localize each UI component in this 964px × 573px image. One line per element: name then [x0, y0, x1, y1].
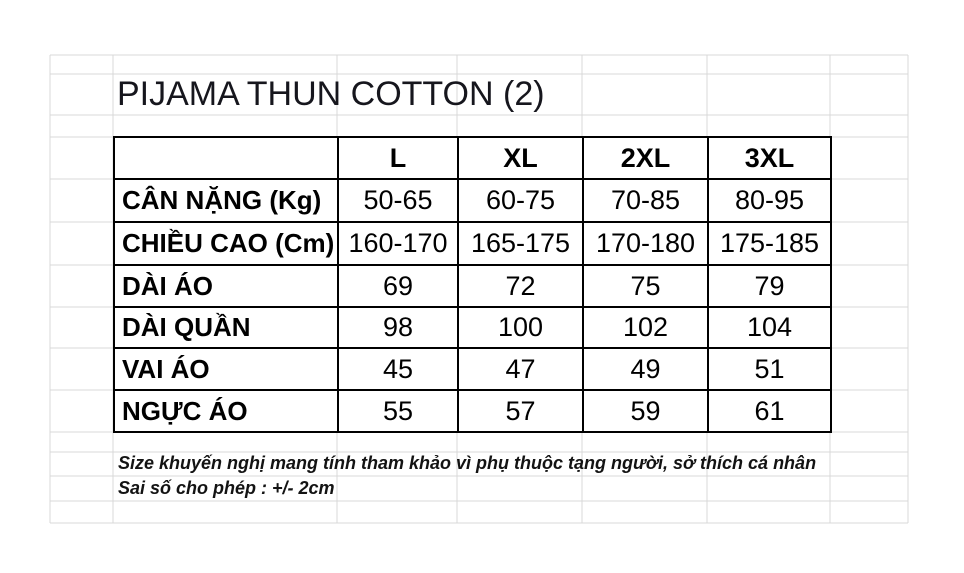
height-value-l: 160-170 [338, 222, 458, 265]
height-value-2xl: 170-180 [583, 222, 708, 265]
table-row-chest [114, 390, 831, 432]
pants-length-value-2xl: 102 [583, 307, 708, 348]
shoulder-value-l: 45 [338, 348, 458, 390]
chest-value-2xl: 59 [583, 390, 708, 432]
size-chart-table [113, 136, 832, 433]
table-row-shirt-length [114, 265, 831, 307]
size-header-row [114, 137, 831, 179]
size-disclaimer-note: Size khuyến nghị mang tính tham khảo vì phụ thuộc tạng người, sở thích cá nhân [118, 453, 817, 473]
row-label-weight: CÂN NẶNG (Kg) [114, 179, 338, 222]
size-header-xl: XL [458, 137, 583, 179]
pants-length-value-xl: 100 [458, 307, 583, 348]
table-row-weight [114, 179, 831, 222]
weight-value-2xl: 70-85 [583, 179, 708, 222]
shirt-length-value-xl: 72 [458, 265, 583, 307]
pants-length-value-3xl: 104 [708, 307, 831, 348]
size-header-l: L [338, 137, 458, 179]
shoulder-value-3xl: 51 [708, 348, 831, 390]
weight-value-l: 50-65 [338, 179, 458, 222]
table-row-height [114, 222, 831, 265]
shoulder-value-xl: 47 [458, 348, 583, 390]
height-value-xl: 165-175 [458, 222, 583, 265]
size-header-3xl: 3XL [708, 137, 831, 179]
weight-value-xl: 60-75 [458, 179, 583, 222]
weight-value-3xl: 80-95 [708, 179, 831, 222]
sheet-title: PIJAMA THUN COTTON (2) [117, 75, 545, 113]
table-row-pants-length [114, 307, 831, 348]
chest-value-l: 55 [338, 390, 458, 432]
pants-length-value-l: 98 [338, 307, 458, 348]
shoulder-value-2xl: 49 [583, 348, 708, 390]
height-value-3xl: 175-185 [708, 222, 831, 265]
size-header-2xl: 2XL [583, 137, 708, 179]
header-empty-cell [114, 137, 338, 179]
shirt-length-value-2xl: 75 [583, 265, 708, 307]
row-label-chest: NGỰC ÁO [114, 390, 338, 432]
row-label-shirt-length: DÀI ÁO [114, 265, 338, 307]
row-label-height: CHIỀU CAO (Cm) [114, 222, 338, 265]
row-label-pants-length: DÀI QUẦN [114, 307, 338, 348]
tolerance-note: Sai số cho phép : +/- 2cm [118, 478, 335, 498]
row-label-shoulder: VAI ÁO [114, 348, 338, 390]
chest-value-3xl: 61 [708, 390, 831, 432]
table-row-shoulder [114, 348, 831, 390]
shirt-length-value-l: 69 [338, 265, 458, 307]
shirt-length-value-3xl: 79 [708, 265, 831, 307]
chest-value-xl: 57 [458, 390, 583, 432]
